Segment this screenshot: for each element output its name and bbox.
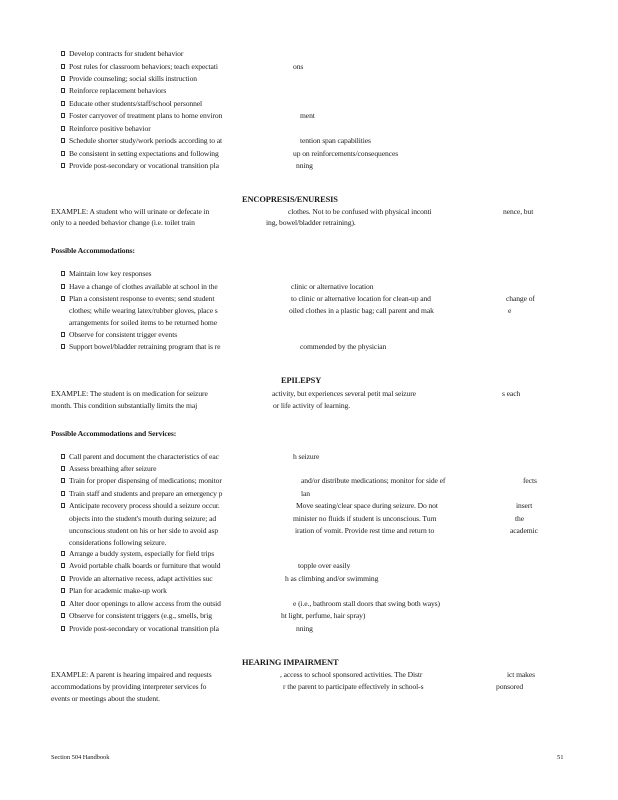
list-item: Provide post-secondary or vocational transition pla	[69, 161, 219, 170]
checkbox-icon	[61, 126, 65, 131]
section-heading: ENCOPRESIS/ENURESIS	[242, 195, 338, 204]
example-text: s each	[502, 389, 521, 398]
list-item-cont: objects into the student's mouth during seizure; ad	[69, 514, 217, 523]
list-item-cont: unconscious student on his or her side to avoid asp	[69, 526, 219, 535]
list-item: Educate other students/staff/school personnel	[69, 99, 203, 108]
page-number: 51	[557, 754, 564, 761]
list-item: Observe for consistent triggers (e.g., smells, brig	[69, 611, 212, 620]
checkbox-icon	[61, 466, 65, 471]
list-item-cont: ons	[293, 62, 304, 71]
checkbox-icon	[61, 138, 65, 143]
list-item-cont: commended by the physician	[300, 342, 387, 351]
list-item: Develop contracts for student behavior	[69, 49, 184, 58]
list-item-cont: clinic or alternative location	[291, 282, 374, 291]
list-item: Train staff and students and prepare an emergency p	[69, 489, 223, 498]
list-item: Provide counseling; social skills instruction	[69, 74, 197, 83]
example-text: ict makes	[507, 670, 535, 679]
list-item: Plan a consistent response to events; send student	[69, 294, 215, 303]
example-text: EXAMPLE: A student who will urinate or defecate in	[51, 207, 210, 216]
list-item: Observe for consistent trigger events	[69, 330, 178, 339]
list-item: Arrange a buddy system, especially for field trips	[69, 549, 215, 558]
list-item: Support bowel/bladder retraining program that is re	[69, 342, 221, 351]
list-item-cont: the	[515, 514, 524, 523]
checkbox-icon	[61, 101, 65, 106]
checkbox-icon	[61, 478, 65, 483]
list-item-cont: to clinic or alternative location for clean-up and	[291, 294, 431, 303]
list-item-cont: tention span capabilities	[300, 136, 371, 145]
list-item: Schedule shorter study/work periods according to at	[69, 136, 223, 145]
example-text: ing, bowel/bladder retraining).	[266, 218, 356, 227]
list-item-cont: insert	[516, 501, 533, 510]
list-item-cont: ment	[300, 111, 315, 120]
list-item: Be consistent in setting expectations and following	[69, 149, 219, 158]
checkbox-icon	[61, 76, 65, 81]
checkbox-icon	[61, 344, 65, 349]
list-item-cont: h as climbing and/or swimming	[285, 574, 379, 583]
list-item-cont: e (i.e., bathroom stall doors that swing both ways)	[293, 599, 440, 608]
checkbox-icon	[61, 284, 65, 289]
example-text: r the parent to participate effectively in school-s	[283, 682, 424, 691]
checkbox-icon	[61, 576, 65, 581]
list-item-cont: lan	[301, 489, 310, 498]
list-item-cont: iration of vomit. Provide rest time and return to	[295, 526, 435, 535]
list-item-cont: up on reinforcements/consequences	[293, 149, 399, 158]
list-item: Post rules for classroom behaviors; teach expectati	[69, 62, 218, 71]
example-text: accommodations by providing interpreter services fo	[51, 682, 207, 691]
checkbox-icon	[61, 454, 65, 459]
list-item-cont: and/or distribute medications; monitor for side ef	[301, 476, 446, 485]
list-item: Have a change of clothes available at school in the	[69, 282, 218, 291]
checkbox-icon	[61, 551, 65, 556]
checkbox-icon	[61, 332, 65, 337]
list-item: Call parent and document the characteristics of eac	[69, 452, 219, 461]
list-item-cont: academic	[510, 526, 538, 535]
checkbox-icon	[61, 271, 65, 276]
list-item-cont: minister no fluids if student is unconscious. Turn	[293, 514, 437, 523]
list-item-cont: h seizure	[293, 452, 320, 461]
example-text: clothes. Not to be confused with physical inconti	[288, 207, 432, 216]
list-item: Alter door openings to allow access from the outsid	[69, 599, 221, 608]
checkbox-icon	[61, 113, 65, 118]
checkbox-icon	[61, 491, 65, 496]
list-item-cont: fects	[523, 476, 537, 485]
example-text: EXAMPLE: A parent is hearing impaired and requests	[51, 670, 212, 679]
section-heading: HEARING IMPAIRMENT	[242, 658, 339, 667]
list-item: Anticipate recovery process should a seizure occur.	[69, 501, 220, 510]
list-item: Provide an alternative recess, adapt activities suc	[69, 574, 213, 583]
list-item-cont: Move seating/clear space during seizure. Do not	[296, 501, 438, 510]
list-item-cont: nning	[296, 161, 313, 170]
list-item: Maintain low key responses	[69, 269, 152, 278]
list-item-cont: clothes; while wearing latex/rubber gloves, place s	[69, 306, 218, 315]
checkbox-icon	[61, 51, 65, 56]
checkbox-icon	[61, 296, 65, 301]
example-text: or life activity of learning.	[273, 401, 351, 410]
list-item: Foster carryover of treatment plans to home environ	[69, 111, 223, 120]
checkbox-icon	[61, 64, 65, 69]
example-text: events or meetings about the student.	[51, 694, 160, 703]
example-text: EXAMPLE: The student is on medication for seizure	[51, 389, 208, 398]
list-item-cont: change of	[506, 294, 535, 303]
list-item-cont: topple over easily	[298, 561, 351, 570]
section-heading: EPILEPSY	[281, 376, 322, 385]
list-item-cont: nning	[296, 624, 313, 633]
footer-title: Section 504 Handbook	[51, 754, 110, 761]
subheading: Possible Accommodations:	[51, 246, 135, 255]
example-text: nence, but	[503, 207, 534, 216]
list-item-cont: e	[508, 306, 512, 315]
list-item-cont: considerations following seizure.	[69, 538, 167, 547]
checkbox-icon	[61, 613, 65, 618]
list-item: Train for proper dispensing of medications; monitor	[69, 476, 222, 485]
checkbox-icon	[61, 626, 65, 631]
list-item: Reinforce replacement behaviors	[69, 86, 167, 95]
list-item: Assess breathing after seizure	[69, 464, 157, 473]
list-item: Plan for academic make-up work	[69, 586, 167, 595]
list-item-cont: ht light, perfume, hair spray)	[281, 611, 366, 620]
checkbox-icon	[61, 163, 65, 168]
example-text: only to a needed behavior change (i.e. toilet train	[51, 218, 195, 227]
example-text: activity, but experiences several petit mal seizure	[272, 389, 416, 398]
checkbox-icon	[61, 88, 65, 93]
list-item-cont: arrangements for soiled items to be returned home	[69, 318, 217, 327]
list-item: Provide post-secondary or vocational transition pla	[69, 624, 219, 633]
list-item-cont: oiled clothes in a plastic bag; call parent and mak	[289, 306, 434, 315]
list-item: Reinforce positive behavior	[69, 124, 151, 133]
example-text: month. This condition substantially limits the maj	[51, 401, 198, 410]
checkbox-icon	[61, 503, 65, 508]
example-text: , access to school sponsored activities. The Distr	[280, 670, 423, 679]
subheading: Possible Accommodations and Services:	[51, 429, 177, 438]
checkbox-icon	[61, 563, 65, 568]
checkbox-icon	[61, 588, 65, 593]
example-text: ponsored	[496, 682, 524, 691]
list-item: Avoid portable chalk boards or furniture that would	[69, 561, 221, 570]
checkbox-icon	[61, 151, 65, 156]
checkbox-icon	[61, 601, 65, 606]
